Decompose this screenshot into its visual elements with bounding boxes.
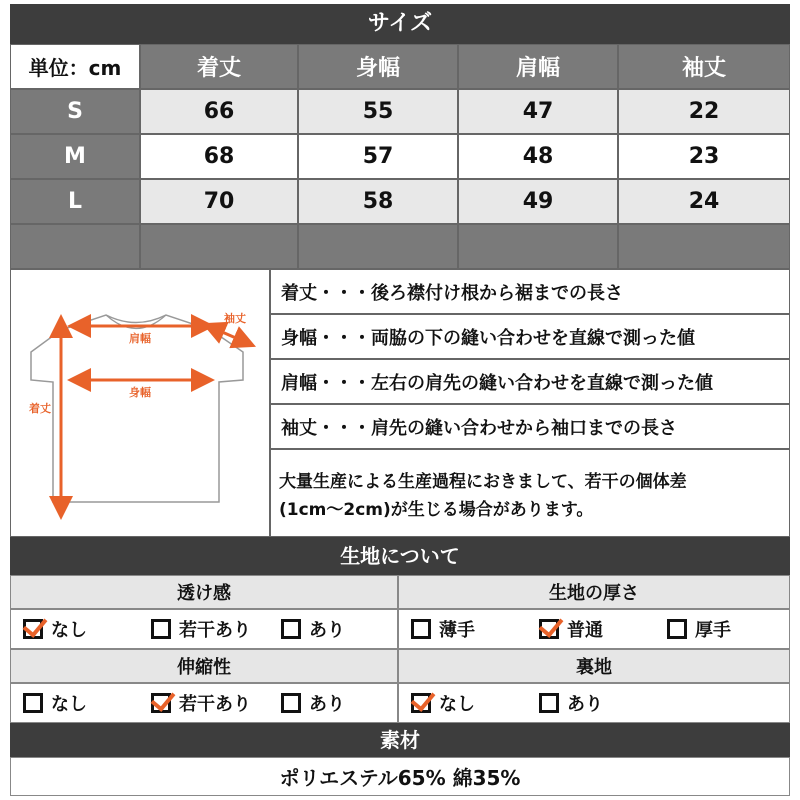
empty-cell bbox=[458, 224, 618, 269]
empty-cell bbox=[298, 224, 458, 269]
size-label: S bbox=[10, 89, 140, 134]
table-cell: 55 bbox=[298, 89, 458, 134]
transparency-option-none[interactable]: なし bbox=[23, 616, 87, 642]
stretch-option-slight[interactable]: 若干あり bbox=[151, 690, 251, 716]
column-header: 身幅 bbox=[298, 44, 458, 89]
checkbox-icon[interactable] bbox=[23, 693, 43, 713]
thickness-option-normal[interactable]: 普通 bbox=[539, 616, 603, 642]
transparency-header: 透け感 bbox=[10, 575, 398, 609]
shoulder-label: 肩幅 bbox=[129, 332, 151, 345]
sleeve-label: 袖丈 bbox=[224, 312, 246, 325]
unit-label: 単位：cm bbox=[10, 44, 140, 89]
fabric-section-title: 生地について bbox=[10, 537, 790, 575]
column-header: 袖丈 bbox=[618, 44, 790, 89]
note-line-1: 大量生産による生産過程におきまして、若干の個体差 bbox=[279, 472, 687, 492]
lining-option-none[interactable]: なし bbox=[411, 690, 475, 716]
description-sleeve: 袖丈・・・肩先の縫い合わせから袖口までの長さ bbox=[270, 404, 790, 449]
size-section-title: サイズ bbox=[10, 4, 790, 44]
stretch-options bbox=[10, 683, 398, 723]
column-header: 着丈 bbox=[140, 44, 298, 89]
size-label: L bbox=[10, 179, 140, 224]
width-label: 身幅 bbox=[129, 386, 151, 399]
description-length: 着丈・・・後ろ襟付け根から裾までの長さ bbox=[270, 269, 790, 314]
checkbox-icon[interactable] bbox=[667, 619, 687, 639]
empty-cell bbox=[618, 224, 790, 269]
table-cell: 70 bbox=[140, 179, 298, 224]
empty-cell bbox=[140, 224, 298, 269]
empty-cell bbox=[10, 224, 140, 269]
production-note bbox=[270, 449, 790, 537]
size-label: M bbox=[10, 134, 140, 179]
checkbox-checked-icon[interactable] bbox=[23, 619, 43, 639]
lining-options bbox=[398, 683, 790, 723]
column-header: 肩幅 bbox=[458, 44, 618, 89]
stretch-option-yes[interactable]: あり bbox=[281, 690, 345, 716]
checkbox-icon[interactable] bbox=[411, 619, 431, 639]
table-cell: 57 bbox=[298, 134, 458, 179]
tshirt-measurement-svg bbox=[11, 270, 269, 536]
table-cell: 22 bbox=[618, 89, 790, 134]
table-cell: 23 bbox=[618, 134, 790, 179]
checkbox-icon[interactable] bbox=[281, 693, 301, 713]
table-cell: 58 bbox=[298, 179, 458, 224]
transparency-options bbox=[10, 609, 398, 649]
table-cell: 47 bbox=[458, 89, 618, 134]
table-cell: 49 bbox=[458, 179, 618, 224]
description-width: 身幅・・・両脇の下の縫い合わせを直線で測った値 bbox=[270, 314, 790, 359]
stretch-header: 伸縮性 bbox=[10, 649, 398, 683]
thickness-option-thick[interactable]: 厚手 bbox=[667, 616, 731, 642]
checkbox-checked-icon[interactable] bbox=[411, 693, 431, 713]
table-cell: 48 bbox=[458, 134, 618, 179]
checkbox-icon[interactable] bbox=[539, 693, 559, 713]
stretch-option-none[interactable]: なし bbox=[23, 690, 87, 716]
checkbox-checked-icon[interactable] bbox=[151, 693, 171, 713]
material-value: ポリエステル65% 綿35% bbox=[10, 757, 790, 796]
lining-header: 裏地 bbox=[398, 649, 790, 683]
lining-option-yes[interactable]: あり bbox=[539, 690, 603, 716]
table-cell: 24 bbox=[618, 179, 790, 224]
length-label: 着丈 bbox=[29, 402, 51, 415]
description-shoulder: 肩幅・・・左右の肩先の縫い合わせを直線で測った値 bbox=[270, 359, 790, 404]
transparency-option-yes[interactable]: あり bbox=[281, 616, 345, 642]
thickness-option-thin[interactable]: 薄手 bbox=[411, 616, 475, 642]
table-cell: 66 bbox=[140, 89, 298, 134]
material-section-title: 素材 bbox=[10, 723, 790, 757]
transparency-option-slight[interactable]: 若干あり bbox=[151, 616, 251, 642]
thickness-options bbox=[398, 609, 790, 649]
checkbox-icon[interactable] bbox=[151, 619, 171, 639]
note-line-2: (1cm～2cm)が生じる場合があります。 bbox=[279, 500, 594, 520]
checkbox-icon[interactable] bbox=[281, 619, 301, 639]
table-cell: 68 bbox=[140, 134, 298, 179]
checkbox-checked-icon[interactable] bbox=[539, 619, 559, 639]
thickness-header: 生地の厚さ bbox=[398, 575, 790, 609]
tshirt-diagram bbox=[10, 269, 270, 537]
